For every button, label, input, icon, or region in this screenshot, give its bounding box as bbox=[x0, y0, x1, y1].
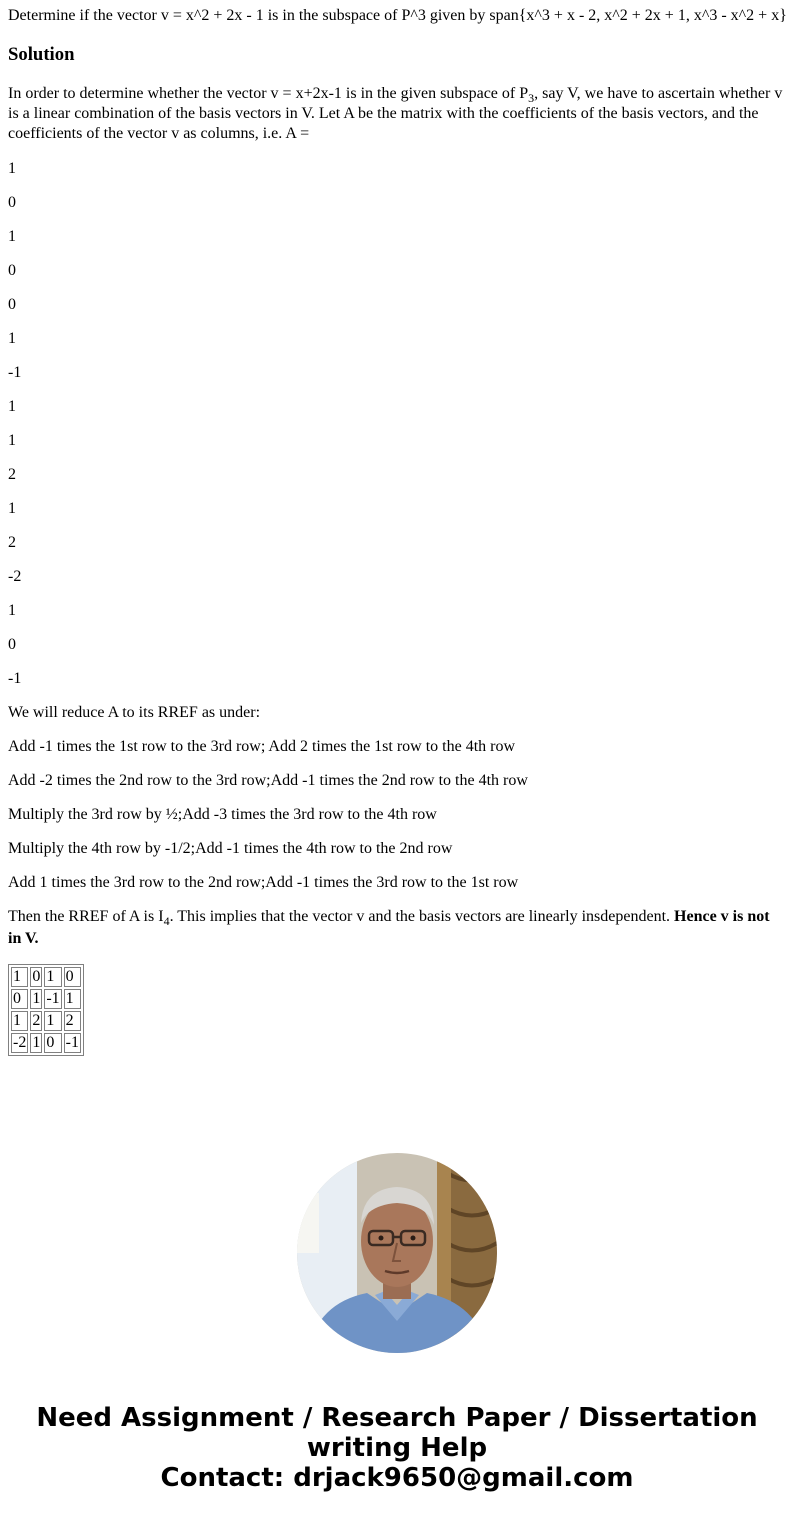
question-text: Determine if the vector v = x^2 + 2x - 1 is in the subspace of P^3 given by span{x^3 + x - 2, x^2 + 2x + 1, x^3 - x^2 + x} bbox=[8, 7, 787, 24]
table-cell: -1 bbox=[46, 990, 60, 1007]
footer-contact: Contact: drjack9650@gmail.com bbox=[160, 1463, 634, 1493]
table-cell: 1 bbox=[32, 990, 41, 1007]
matrix-entry: 1 bbox=[8, 228, 16, 245]
table-row bbox=[11, 1033, 81, 1053]
matrix-entry: 0 bbox=[8, 194, 16, 211]
table-cell: -1 bbox=[65, 1034, 79, 1051]
rref-step: Multiply the 4th row by -1/2;Add -1 times the 4th row to the 2nd row bbox=[8, 840, 453, 857]
table-row bbox=[11, 967, 81, 987]
matrix-entry: 1 bbox=[8, 500, 16, 517]
intro-subscript: 3 bbox=[528, 91, 535, 105]
table-cell: 0 bbox=[44, 1033, 61, 1053]
matrix-entry: 2 bbox=[8, 466, 16, 483]
rref-step: Add -1 times the 1st row to the 3rd row; Add 2 times the 1st row to the 4th row bbox=[8, 738, 516, 755]
table-cell: 0 bbox=[64, 967, 81, 987]
matrix-entry: 1 bbox=[8, 160, 16, 177]
matrix-entry: 0 bbox=[8, 636, 16, 653]
matrix-entry: -1 bbox=[8, 670, 22, 687]
matrix-entry: -1 bbox=[8, 364, 22, 381]
matrix-entry: 1 bbox=[8, 398, 16, 415]
table-cell: 0 bbox=[11, 989, 28, 1009]
portrait-photo bbox=[297, 1153, 497, 1353]
table-row bbox=[11, 989, 81, 1009]
table-cell: 0 bbox=[32, 968, 41, 985]
matrix-entry: -2 bbox=[8, 568, 22, 585]
footer-banner bbox=[0, 1403, 794, 1493]
matrix-entry: 1 bbox=[8, 432, 16, 449]
rref-step: Multiply the 3rd row by ½;Add -3 times the 3rd row to the 4th row bbox=[8, 806, 437, 823]
solution-heading: Solution bbox=[8, 44, 75, 65]
intro-text-2: , say V, we have to ascertain whether v is a linear combination of the basis vectors in V. Let A be the matrix with the coefficients of the basis vectors, and the coefficients of the vector v as columns, i.e. A = bbox=[8, 85, 783, 142]
table-row bbox=[11, 1011, 81, 1031]
matrix-entry: 0 bbox=[8, 296, 16, 313]
table-cell: 1 bbox=[44, 1011, 61, 1031]
rref-steps bbox=[8, 704, 528, 908]
author-avatar bbox=[297, 1153, 497, 1353]
matrix-table bbox=[8, 964, 84, 1056]
table-cell: 2 bbox=[32, 1012, 41, 1029]
conclusion-paragraph bbox=[8, 906, 786, 950]
matrix-entry: 0 bbox=[8, 262, 16, 279]
table-cell: 1 bbox=[32, 1034, 41, 1051]
footer-line-1: Need Assignment / Research Paper / Dissertation bbox=[36, 1403, 758, 1433]
table-cell: 1 bbox=[44, 967, 61, 987]
matrix-entry: 1 bbox=[8, 330, 16, 347]
conclusion-text-2: . This implies that the vector v and the basis vectors are linearly insdependent. bbox=[169, 908, 675, 925]
table-cell: -2 bbox=[13, 1034, 27, 1051]
footer-line-2: writing Help bbox=[306, 1433, 488, 1463]
table-cell: 1 bbox=[11, 1011, 28, 1031]
rref-step: Add -2 times the 2nd row to the 3rd row;Add -1 times the 2nd row to the 4th row bbox=[8, 772, 528, 789]
conclusion-bold: Hence v is not in V. bbox=[8, 908, 770, 947]
table-cell: 2 bbox=[64, 1011, 81, 1031]
table-cell: 1 bbox=[64, 989, 81, 1009]
intro-text-1: In order to determine whether the vector v = x+2x-1 is in the given subspace of P bbox=[8, 85, 529, 102]
matrix-entry: 2 bbox=[8, 534, 16, 551]
matrix-entries-list bbox=[8, 160, 21, 704]
conclusion-text-1: Then the RREF of A is I bbox=[8, 908, 164, 925]
table-cell: 1 bbox=[11, 967, 28, 987]
reduce-intro: We will reduce A to its RREF as under: bbox=[8, 704, 261, 721]
intro-paragraph bbox=[8, 84, 786, 144]
matrix-entry: 1 bbox=[8, 602, 16, 619]
conclusion-subscript: 4 bbox=[163, 914, 170, 928]
rref-step: Add 1 times the 3rd row to the 2nd row;Add -1 times the 3rd row to the 1st row bbox=[8, 874, 519, 891]
